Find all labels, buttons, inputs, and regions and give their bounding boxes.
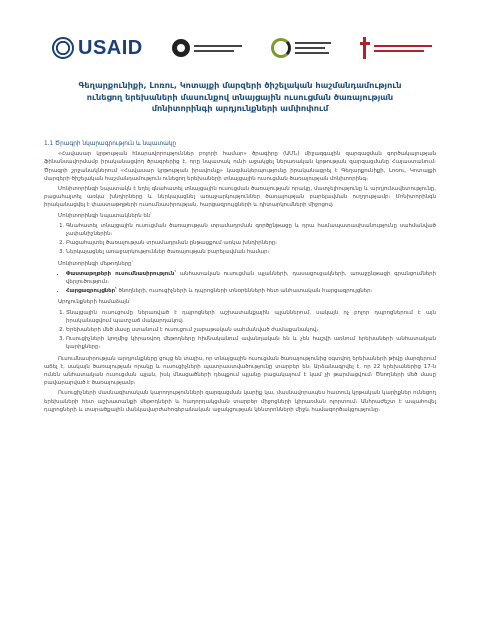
usaid-wordmark: USAID — [78, 36, 143, 59]
partner-2-emblem-icon — [271, 38, 291, 58]
list-item: 1. Գնահատել տնայցային ուսուցման ծառայության տրամադրման գործընթացը և դրա համապատասխանությունը սահմանված չափանիշներին։ — [66, 222, 436, 238]
partner-1-emblem-icon — [172, 39, 190, 57]
list-item: 3. Ներկայացնել առաջարկություններ ծառայության բարելավման համար։ — [66, 248, 436, 256]
usaid-seal-icon — [52, 37, 74, 59]
methods-intro: Մոնիտորինգի մեթոդները՝ — [58, 260, 133, 267]
findings-list — [44, 309, 436, 352]
partner-2-wordmark — [295, 42, 331, 54]
goals-intro: Մոնիտորինգի նպատակներն են՝ — [58, 212, 152, 219]
method-text: ծնողների, ուսուցիչների և դպրոցների տնօրենների հետ անհատական հարցազրույցներ։ — [118, 288, 373, 295]
findings-intro: Արդյունքների համաձայն՝ — [58, 299, 131, 306]
list-item: 2. Բացահայտել ծառայության տրամադրման ընթացքում առկա խնդիրները։ — [66, 239, 436, 247]
document-body — [44, 140, 436, 416]
list-item — [66, 270, 436, 286]
partner-logo-1 — [172, 39, 242, 57]
intro-heading: 1.1 Ծրագրի նկարագրություն և նպատակը — [44, 141, 177, 147]
partner-logo-3 — [360, 37, 432, 59]
method-text: անհատական ուսուցման պլանների, դասացուցակների, առաջընթացի գրանցումների վերլուծություն։ — [66, 270, 436, 286]
partner-1-wordmark — [194, 45, 242, 52]
methods-list — [44, 270, 436, 296]
paragraph-2: Մոնիտորինգի նպատակն է եղել գնահատել տնայցային ուսուցման ծառայության որակը, մատչելիությունը և արդյունավետությունը, բացահայտել առկա խնդիրները և ներկայացնել առաջարկություններ ծառայության բարելավման ուղղությամբ։ Մոնիտորինգն իրականացվել է փաստաթղթերի ուսումնասիրության, հարցազրույցների և դիտարկումների միջոցով։ — [44, 186, 436, 209]
goals-list — [44, 222, 436, 257]
logo-bar — [52, 30, 432, 66]
partner-logo-2 — [271, 38, 331, 58]
paragraph-1: «Հավասար կրթության հնարավորություններ բոլորի համար» ծրագիրը (ԱՄՆ) միջազգային զարգացման գործակալության ֆինանսավորմամբ իրականացվող ծրագրերից է, որը նպատակ ունի աջակցել ներառական կրթության զարգացմանը Հայաստանում։ Ծրագրի շրջանակներում «Հավասար կրթության իրավունք» կազմակերպությունը իրականացրել է Գեղարքունիքի, Լոռու, Կոտայքի մարզերի ծիշելական հաշմանդամություն ունեցող երեխաների տնայցային ուսուցման ծառայության մոնիտորինգ։ — [44, 151, 436, 182]
usaid-logo — [52, 37, 143, 60]
method-lead: Փաստաթղթերի ուսումնասիրություն՝ — [66, 270, 177, 277]
partner-3-emblem-icon — [360, 37, 370, 59]
list-item — [66, 287, 436, 295]
list-item: 3. Ուսուցիչների կողմից կիրառվող մեթոդները հիմնականում ավանդական են և չեն հաշվի առնում երեխաների անհատական կարիքները։ — [66, 335, 436, 351]
list-item: 1. Տնայցային ուսուցումը ներառված է դպրոցների աշխատանքային պլաններում, սակայն ոչ բոլոր դպրոցներում է այն իրականացվում պատշաճ մակարդակով։ — [66, 309, 436, 325]
paragraph-6: Ուսումնասիրության արդյունքները ցույց են տալիս, որ տնայցային ուսուցման ծառայությունից օգտվող երեխաների թիվը մարզերում աճել է, սակայն ծառայության որակը և ուսուցիչների պատրաստվածությունը տարբեր են։ Արձանագրվել է, որ 22 երեխաներից 17-ն ունեն անհատական ուսուցման պլան, իսկ մնացածների դեպքում պլանը բացակայում է կամ չի թարմացվում։ Ծնողների մեծ մասը բավարարված է ծառայությամբ։ — [44, 355, 436, 387]
list-item: 2. Երեխաների մեծ մասը ստանում է ուսուցում շաբաթական սահմանված ժամաքանակով։ — [66, 326, 436, 334]
method-lead: Հարցազրույցներ՝ — [66, 288, 117, 295]
partner-3-wordmark — [374, 45, 432, 52]
paragraph-7: Ուսուցիչների մասնագիտական կարողությունների զարգացման կարիք կա, մասնավորապես հատուկ կրթական կարիքներ ունեցող երեխաների հետ աշխատանքի մեթոդների և հաղորդակցման տարբեր միջոցների կիրառման ոլորտում։ Անհրաժեշտ է ապահովել դպրոցների և տարածքային մանկավարժահոգեբանական աջակցության կենտրոնների միջև համագործակցությունը։ — [44, 390, 436, 413]
document-title: Գեղարքունիքի, Լոռու, Կոտայքի մարզերի ծիշելական հաշմանդամություն ունեցող երեխաների մասունքով տնայցային ուսուցման ծառայության մոնիտորինգի արդյունքների ամփոփում — [78, 80, 402, 113]
